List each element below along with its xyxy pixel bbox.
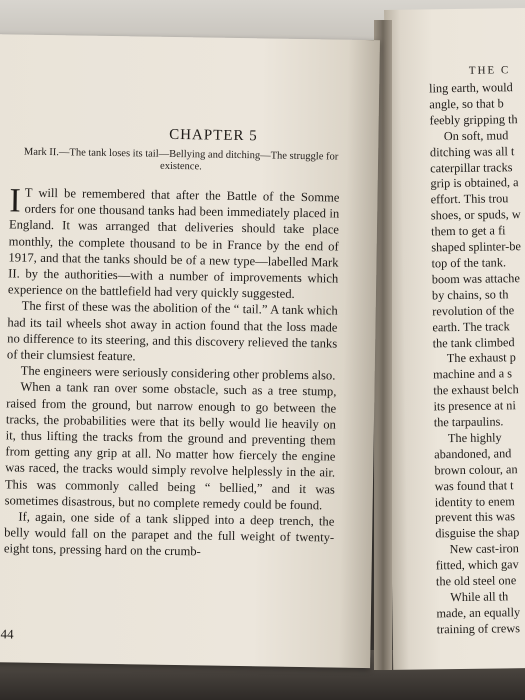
right-page-line: disguise the shap: [435, 525, 520, 541]
body-text: [4, 184, 340, 562]
right-page-line: the tank climbed: [432, 334, 515, 350]
right-running-head: THE C: [468, 64, 511, 77]
right-page-line: While all th: [450, 589, 509, 605]
right-page-line: prevent this was: [434, 509, 516, 525]
drop-cap: I: [9, 182, 21, 220]
chapter-title: CHAPTER 5: [169, 126, 258, 145]
right-page-line: revolution of the: [432, 302, 515, 319]
paragraph-text: T will be remembered that after the Battle of the Somme orders for one thousand tanks had been immediately placed in England. It was arranged that deliveries should take place monthly, the complete thousand to be in France by the end of 1917, and that the tanks should be of a new type—labelled Mark II. by the authorities—with a number of improvements which experience on the battlefield had very quickly suggested.: [7, 185, 340, 302]
right-page-line: machine and a s: [432, 366, 513, 382]
right-page: [384, 8, 525, 670]
right-page-line: angle, so that b: [429, 96, 504, 112]
right-page-line: The highly: [447, 430, 502, 446]
right-page-line: ling earth, would: [429, 80, 513, 96]
paragraph: When a tank ran over some obstacle, such as a tree stump, raised from the ground, but narrow enough to go between the tracks, the probabilities were that its belly would lie heavily on it, thus lifting the tracks from the ground and preventing them from getting any grip at all. No matter how fiercely the engine was raced, the tracks would simply revolve helplessly in the air. This was commonly called being “ bellied,” and it was sometimes disastrous, but no complete remedy could be found.: [4, 380, 337, 513]
right-page-line: caterpillar tracks: [430, 159, 513, 175]
paragraph: If, again, one side of a tank slipped into a deep trench, the belly would fall on the parapet and the full weight of twenty-eight tons, pressing hard on the crumb-: [3, 509, 335, 559]
right-page-line: was found that t: [434, 477, 514, 493]
right-page-line: fitted, which gav: [435, 557, 519, 573]
right-page-text: [429, 79, 525, 638]
right-page-line: training of crews: [436, 620, 521, 637]
right-page-line: boom was attache: [431, 271, 520, 287]
right-page-line: shoes, or spuds, w: [430, 207, 521, 223]
right-page-line: grip is obtained, a: [430, 175, 519, 191]
paragraph: [8, 184, 340, 303]
chapter-synopsis: Mark II.—The tank loses its tail—Bellying and ditching—The struggle for existence.: [23, 146, 339, 173]
left-page: [0, 34, 380, 668]
right-page-line: the exhaust belch: [433, 382, 519, 398]
paragraph: The engineers were seriously considering other problems also.: [20, 363, 336, 383]
right-page-line: effort. This trou: [430, 191, 509, 207]
right-page-line: the tarpaulins.: [433, 414, 504, 430]
right-page-line: ditching was all t: [429, 143, 515, 159]
right-page-line: top of the tank.: [431, 255, 507, 271]
right-page-line: shaped splinter-be: [431, 239, 521, 255]
right-page-line: feebly gripping th: [429, 111, 518, 128]
right-page-line: On soft, mud: [443, 127, 509, 143]
right-page-line: the old steel one: [435, 573, 517, 589]
right-page-line: them to get a fi: [430, 223, 506, 239]
right-page-line: abandoned, and: [434, 446, 512, 462]
right-page-line: earth. The track: [432, 318, 510, 334]
right-page-line: New cast-iron: [449, 541, 519, 557]
right-page-line: brown colour, an: [434, 461, 518, 478]
right-page-line: identity to enem: [434, 493, 515, 509]
paragraph: The first of these was the abolition of the “ tail.” A tank which had its tail wheels shot away in action found that the loss made no difference to its steering, and this discovery relieved the tanks of their clumsiest feature.: [6, 299, 338, 364]
right-page-line: its presence at ni: [433, 398, 516, 414]
right-page-line: made, an equally: [436, 605, 521, 621]
right-page-line: by chains, so th: [431, 287, 509, 303]
right-page-line: The exhaust p: [446, 350, 516, 366]
page-number: 44: [0, 626, 14, 642]
